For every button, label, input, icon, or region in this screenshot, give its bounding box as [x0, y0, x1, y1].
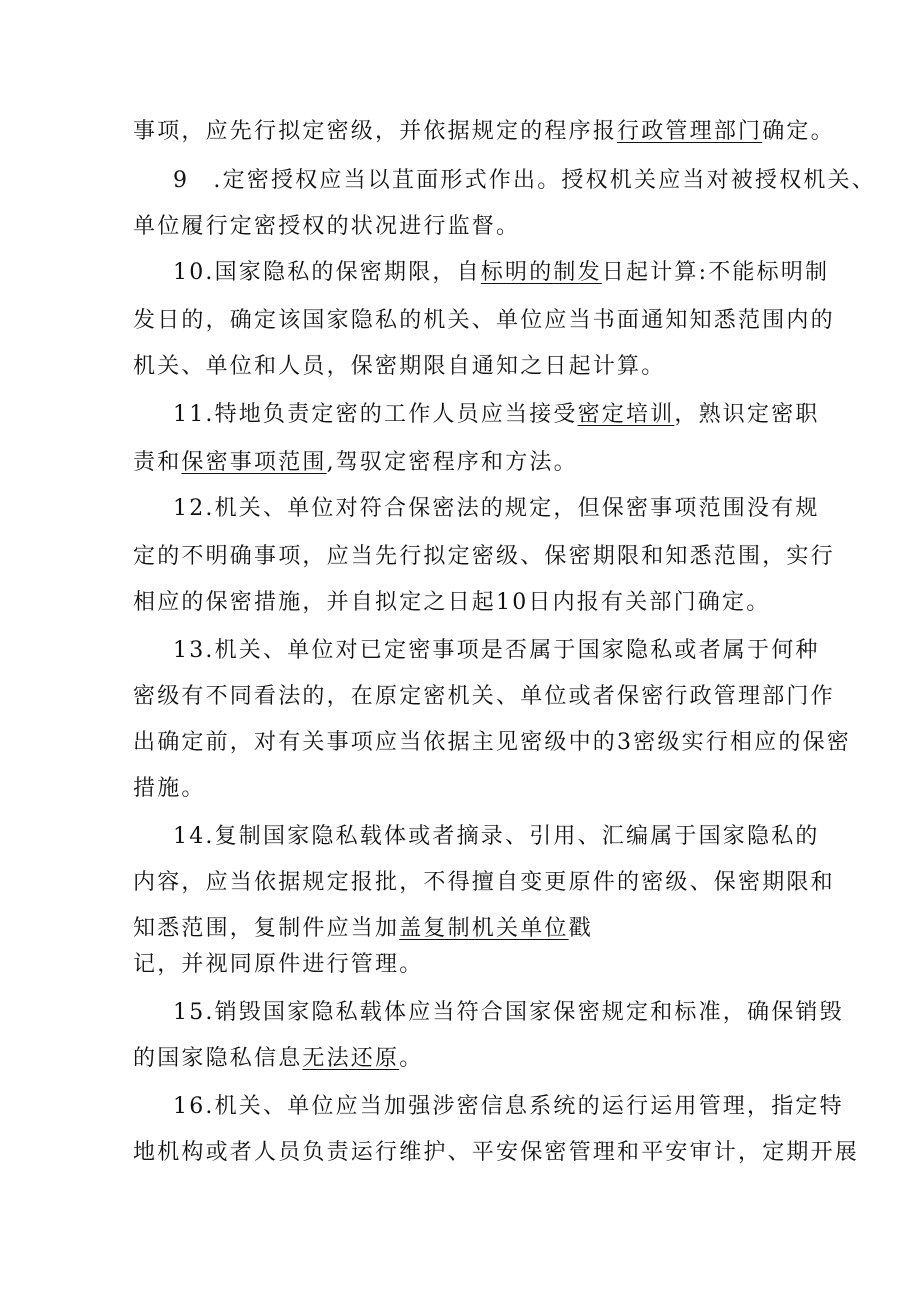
text-span: 16.机关、单位应当加强涉密信息系统的运行运用管理，指定特: [173, 1094, 844, 1119]
text-span: 地机构或者人员负责运行维护、平安保密管理和平安审计，定期开展: [133, 1140, 860, 1165]
text-span: 10.国家隐私的保密期限，自: [173, 260, 481, 285]
underlined-text: 标明的制发: [480, 260, 602, 285]
text-line: [173, 494, 820, 524]
text-span: 的国家隐私信息: [133, 1046, 303, 1071]
text-line: [173, 166, 876, 196]
text-span: 发日的，确定该国家隐私的机关、单位应当书面通知知悉范围内的: [133, 308, 835, 333]
text-span: 机关、单位和人员，保密期限自通知之日起计算。: [133, 354, 666, 379]
text-line: [133, 306, 835, 336]
text-span: 15.销毁国家隐私载体应当符合国家保密规定和标准，确保销毁: [173, 1000, 844, 1025]
text-line: [133, 448, 578, 478]
text-line: [133, 914, 593, 944]
text-span: 11.特地负责定密的工作人员应当接受: [173, 402, 578, 427]
underlined-text: 密定培训: [577, 402, 675, 427]
text-line: [133, 212, 520, 242]
underlined-text: 盖复制机关单位: [399, 916, 569, 941]
text-span: 12.机关、单位对符合保密法的规定，但保密事项范围没有规: [173, 496, 820, 521]
text-span: 记，并视同原件进行管理。: [133, 952, 424, 977]
text-span: 戳: [568, 916, 593, 941]
text-span: ,驾驭定密程序和方法。: [326, 450, 578, 475]
text-line: [133, 588, 770, 618]
text-span: 措施。: [133, 776, 206, 801]
text-line: [133, 774, 206, 804]
text-line: [173, 998, 844, 1028]
text-span: 确定。: [762, 119, 835, 144]
text-line: [133, 1138, 859, 1168]
text-span: 9 .定密授权应当以苴面形式作出。授权机关应当对被授权机关、: [173, 168, 876, 193]
text-line: [133, 352, 665, 382]
text-span: 责和: [133, 450, 182, 475]
text-span: 。: [399, 1046, 424, 1071]
text-line: [133, 117, 835, 147]
text-span: 日起计算:不能标明制: [601, 260, 830, 285]
text-span: 相应的保密措施，并自拟定之日起10日内报有关部门确定。: [133, 590, 771, 615]
text-span: 13.机关、单位对已定密事项是否属于国家隐私或者属于何种: [173, 638, 820, 663]
text-line: [133, 682, 835, 712]
text-line: [173, 636, 820, 666]
text-line: [133, 728, 851, 758]
text-line: [173, 400, 820, 430]
text-line: [173, 822, 820, 852]
text-span: 事项，应先行拟定密级，并依据规定的程序报: [133, 119, 618, 144]
underlined-text: 无法还原: [302, 1046, 400, 1071]
text-line: [133, 950, 423, 980]
underlined-text: 保密事项范围: [181, 450, 327, 475]
text-span: 知悉范围，复制件应当加: [133, 916, 400, 941]
text-span: 定的不明确事项，应当先行拟定密级、保密期限和知悉范围，实行: [133, 544, 835, 569]
text-span: ，熟识定密职: [674, 402, 820, 427]
text-span: 内容，应当依据规定报批，不得擅自变更原件的密级、保密期限和: [133, 870, 835, 895]
text-span: 14.复制国家隐私载体或者摘录、引用、汇编属于国家隐私的: [173, 824, 820, 849]
text-line: [133, 1044, 423, 1074]
text-line: [133, 868, 835, 898]
text-span: 单位履行定密授权的状况进行监督。: [133, 214, 521, 239]
text-line: [133, 542, 835, 572]
text-line: [173, 258, 829, 288]
text-line: [173, 1092, 844, 1122]
text-span: 密级有不同看法的，在原定密机关、单位或者保密行政管理部门作: [133, 684, 835, 709]
underlined-text: 行政管理部门: [617, 119, 763, 144]
text-span: 出确定前，对有关事项应当依据主见密级中的3密级实行相应的保密: [133, 730, 851, 755]
